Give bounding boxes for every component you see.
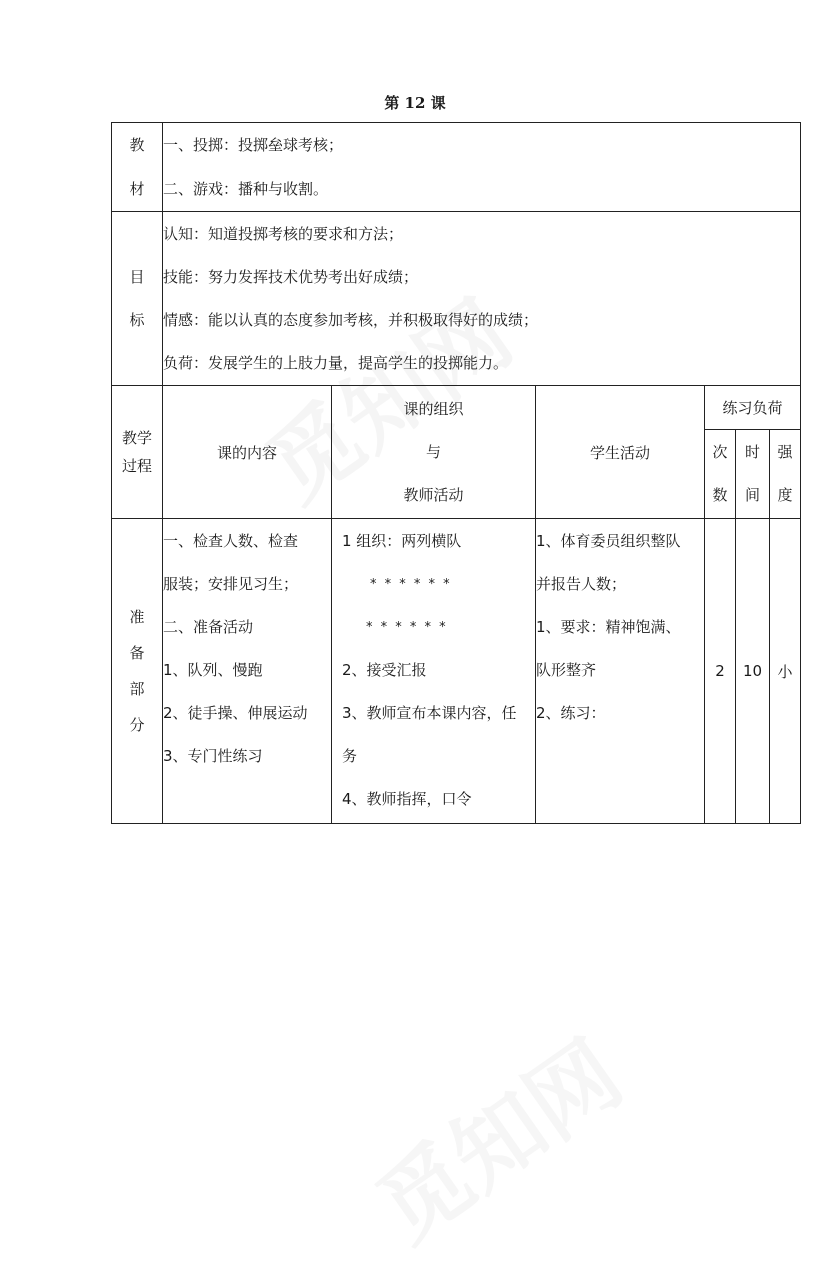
header-intensity (770, 430, 801, 519)
goals-label-char: 目 (129, 267, 145, 286)
goals-line: 认知：知道投掷考核的要求和方法； (163, 224, 404, 243)
lesson-plan-table (111, 122, 801, 824)
prep-content (163, 519, 332, 824)
watermark-bottom (347, 1004, 643, 1265)
header-organization-line: 教师活动 (403, 485, 464, 504)
goals-content (163, 212, 801, 386)
header-count (705, 430, 736, 519)
prep-student-line: 2、练习： (536, 704, 606, 722)
prep-student-line: 并报告人数； (536, 575, 627, 593)
header-organization (332, 386, 536, 519)
prep-label-char: 分 (129, 716, 145, 734)
prep-label-char: 备 (129, 644, 145, 662)
header-organization-line: 与 (425, 442, 441, 461)
prep-org-line: 务 (342, 747, 358, 765)
prep-row (112, 519, 801, 824)
header-process-line: 教学 (121, 429, 152, 447)
prep-content-line: 服装；安排见习生； (163, 575, 299, 593)
materials-label (112, 123, 163, 212)
prep-org-line: 1 组织：两列横队 (342, 532, 462, 550)
materials-content (163, 123, 801, 212)
prep-count: 2 (705, 519, 736, 824)
materials-row (112, 123, 801, 212)
header-content: 课的内容 (163, 386, 332, 519)
prep-org-line: 2、接受汇报 (342, 661, 427, 679)
materials-line: 二、游戏：播种与收割。 (163, 180, 329, 198)
prep-organization (332, 519, 536, 824)
goals-line: 技能：努力发挥技术优势考出好成绩； (163, 267, 419, 286)
materials-line: 一、投掷：投掷垒球考核； (163, 136, 344, 154)
formation-row-1: * * * * * * (370, 577, 452, 592)
prep-org-line: 3、教师宣布本课内容，任 (342, 704, 517, 722)
goals-line: 负荷：发展学生的上肢力量，提高学生的投掷能力。 (163, 353, 509, 372)
prep-student-line: 1、体育委员组织整队 (536, 532, 681, 550)
prep-label-char: 准 (129, 608, 145, 626)
prep-intensity: 小 (770, 519, 801, 824)
prep-content-line: 一、检查人数、检查 (163, 532, 299, 550)
prep-content-line: 二、准备活动 (163, 618, 254, 636)
prep-content-line: 1、队列、慢跑 (163, 661, 263, 679)
materials-label-char: 材 (129, 180, 145, 198)
prep-student-line: 1、要求：精神饱满、 (536, 618, 681, 636)
header-time-char: 时 (744, 443, 760, 461)
prep-content-line: 2、徒手操、伸展运动 (163, 704, 308, 722)
header-process-line: 过程 (121, 457, 152, 475)
goals-label-char: 标 (129, 310, 145, 329)
header-intensity-char: 强 (777, 443, 793, 461)
header-count-char: 数 (712, 486, 728, 504)
prep-label-char: 部 (129, 680, 145, 698)
materials-label-char: 教 (129, 136, 145, 154)
goals-label (112, 212, 163, 386)
goals-row (112, 212, 801, 386)
header-intensity-char: 度 (777, 486, 793, 504)
header-organization-line: 课的组织 (403, 399, 464, 418)
prep-content-line: 3、专门性练习 (163, 747, 263, 765)
header-process (112, 386, 163, 519)
prep-student-line: 队形整齐 (536, 661, 597, 679)
prep-label (112, 519, 163, 824)
prep-org-line: 4、教师指挥，口令 (342, 790, 472, 808)
page-title: 第 12 课 (384, 94, 446, 112)
goals-line: 情感：能以认真的态度参加考核，并积极取得好的成绩； (163, 310, 539, 329)
header-load: 练习负荷 (705, 386, 801, 430)
header-time (736, 430, 770, 519)
prep-time: 10 (736, 519, 770, 824)
formation-row-2: * * * * * * (366, 620, 448, 635)
header-student: 学生活动 (536, 386, 705, 519)
header-row (112, 386, 801, 430)
header-time-char: 间 (744, 486, 760, 504)
prep-student (536, 519, 705, 824)
header-count-char: 次 (712, 443, 728, 461)
